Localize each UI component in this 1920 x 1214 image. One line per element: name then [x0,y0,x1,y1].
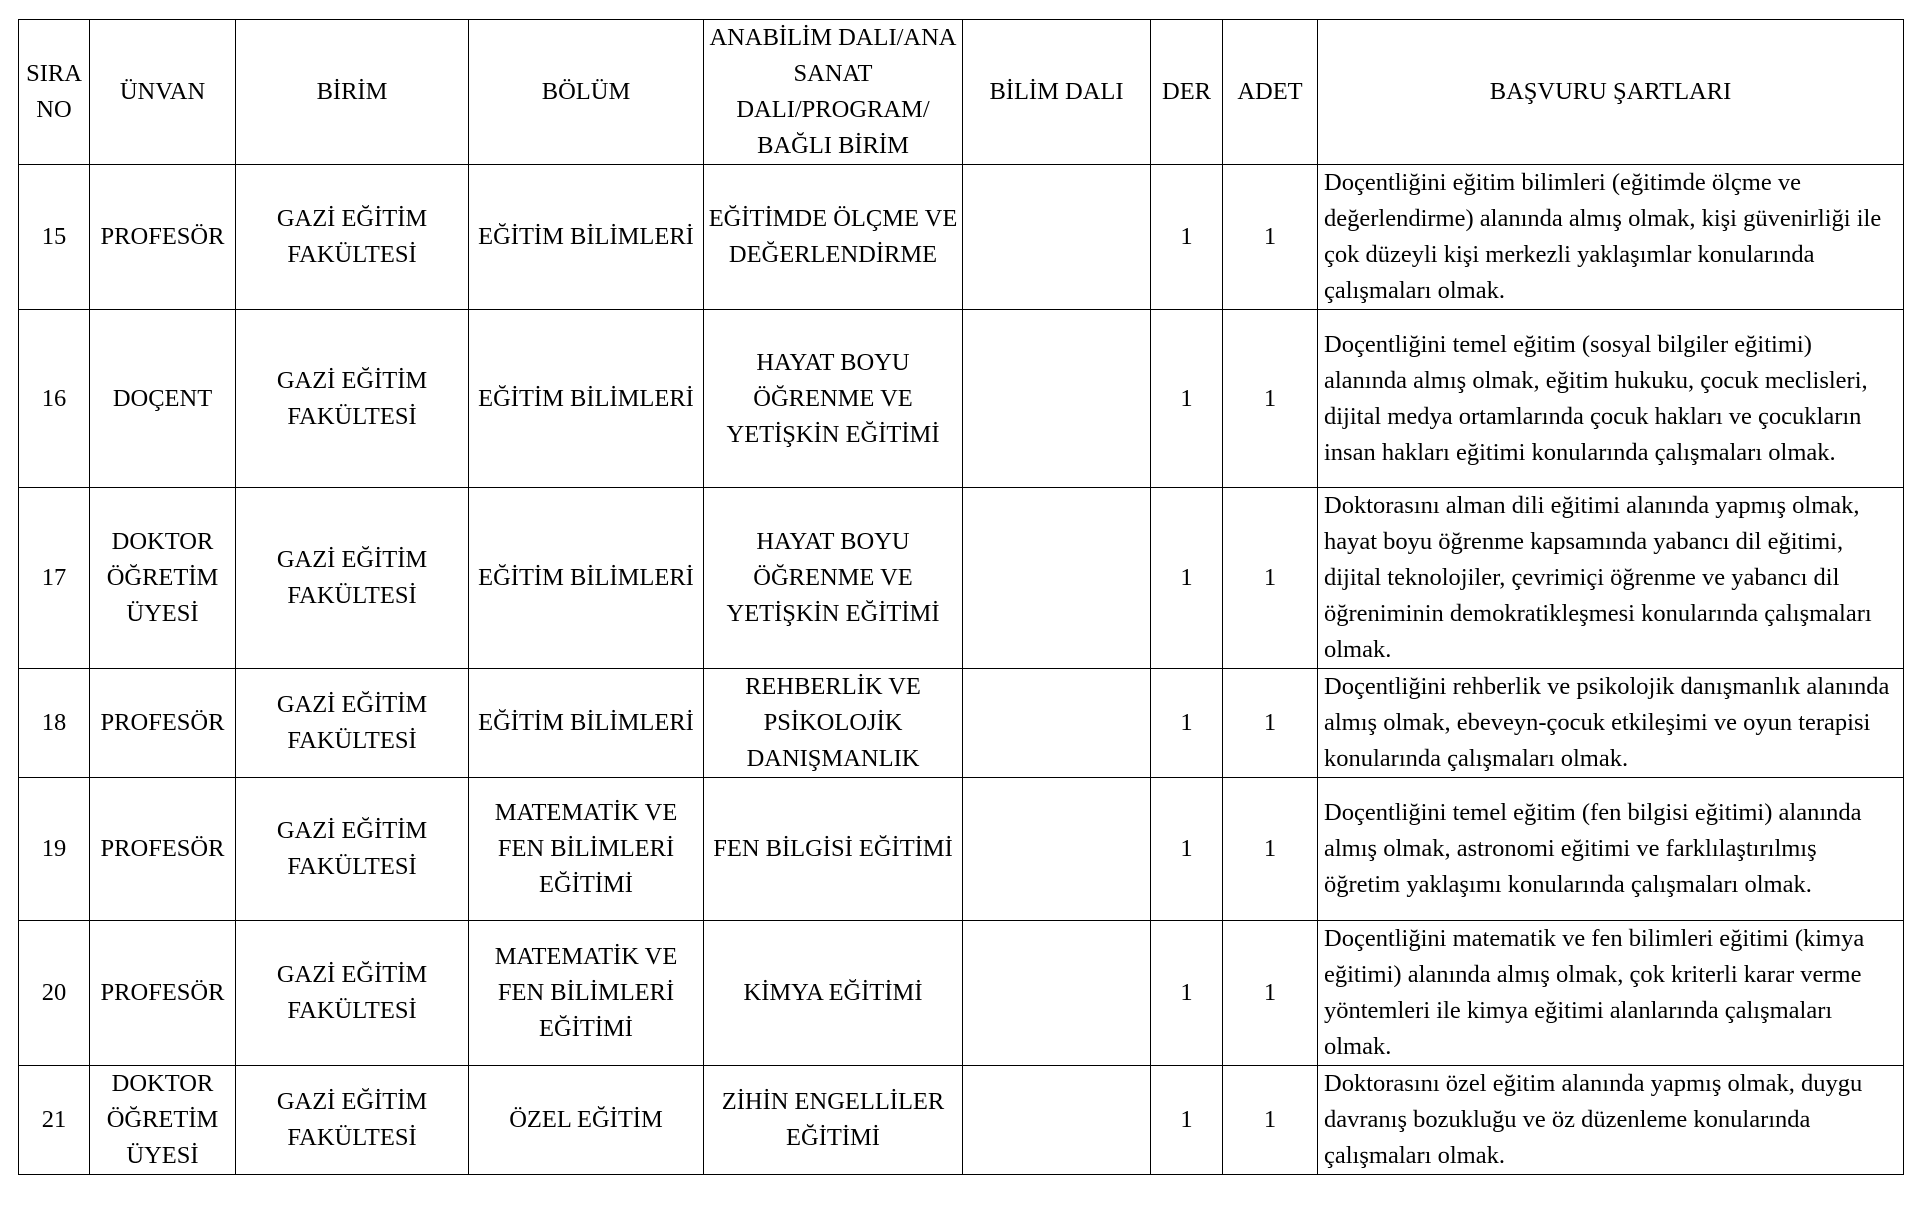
cell-der: 1 [1151,669,1223,778]
cell-anabilim: REHBERLİK VE PSİKOLOJİK DANIŞMANLIK [704,669,963,778]
cell-unvan: PROFESÖR [90,921,236,1066]
cell-adet: 1 [1223,165,1318,310]
cell-bilim-dali [963,1066,1151,1175]
table-row [19,1066,1904,1175]
header-anabilim: ANABİLİM DALI/ANA SANAT DALI/PROGRAM/ BAĞLI BİRİM [704,20,963,165]
cell-adet: 1 [1223,778,1318,921]
header-bolum: BÖLÜM [469,20,704,165]
cell-bolum: EĞİTİM BİLİMLERİ [469,669,704,778]
cell-unvan: DOKTOR ÖĞRETİM ÜYESİ [90,1066,236,1175]
cell-basvuru: Doçentliğini eğitim bilimleri (eğitimde ölçme ve değerlendirme) alanında almış olmak, kişi güvenirliği ile çok düzeyli kişi merkezli yaklaşımlar konularında çalışmaları olmak. [1318,165,1904,310]
header-unvan: ÜNVAN [90,20,236,165]
cell-anabilim: HAYAT BOYU ÖĞRENME VE YETİŞKİN EĞİTİMİ [704,488,963,669]
cell-birim: GAZİ EĞİTİM FAKÜLTESİ [236,488,469,669]
cell-bolum: ÖZEL EĞİTİM [469,1066,704,1175]
cell-sira-no: 17 [19,488,90,669]
cell-sira-no: 18 [19,669,90,778]
table-row [19,778,1904,921]
cell-unvan: DOÇENT [90,310,236,488]
cell-adet: 1 [1223,1066,1318,1175]
cell-anabilim: HAYAT BOYU ÖĞRENME VE YETİŞKİN EĞİTİMİ [704,310,963,488]
header-adet: ADET [1223,20,1318,165]
cell-anabilim: EĞİTİMDE ÖLÇME VE DEĞERLENDİRME [704,165,963,310]
cell-sira-no: 15 [19,165,90,310]
table-row [19,488,1904,669]
header-birim: BİRİM [236,20,469,165]
header-bilim-dali: BİLİM DALI [963,20,1151,165]
cell-sira-no: 19 [19,778,90,921]
table-row [19,921,1904,1066]
cell-sira-no: 16 [19,310,90,488]
cell-bilim-dali [963,669,1151,778]
cell-anabilim: ZİHİN ENGELLİLER EĞİTİMİ [704,1066,963,1175]
cell-bolum: EĞİTİM BİLİMLERİ [469,488,704,669]
cell-basvuru: Doçentliğini rehberlik ve psikolojik danışmanlık alanında almış olmak, ebeveyn-çocuk etkileşimi ve oyun terapisi konularında çalışmaları olmak. [1318,669,1904,778]
cell-basvuru: Doçentliğini temel eğitim (sosyal bilgiler eğitimi) alanında almış olmak, eğitim hukuku, çocuk meclisleri, dijital medya ortamlarında çocuk hakları ve çocukların insan hakları eğitimi konularında çalışmaları olmak. [1318,310,1904,488]
header-row [19,20,1904,165]
cell-adet: 1 [1223,669,1318,778]
cell-der: 1 [1151,778,1223,921]
cell-bolum: MATEMATİK VE FEN BİLİMLERİ EĞİTİMİ [469,778,704,921]
positions-table [18,19,1904,1175]
cell-bilim-dali [963,921,1151,1066]
cell-der: 1 [1151,1066,1223,1175]
cell-bolum: EĞİTİM BİLİMLERİ [469,165,704,310]
cell-birim: GAZİ EĞİTİM FAKÜLTESİ [236,669,469,778]
cell-birim: GAZİ EĞİTİM FAKÜLTESİ [236,778,469,921]
cell-bilim-dali [963,778,1151,921]
cell-sira-no: 21 [19,1066,90,1175]
cell-bilim-dali [963,488,1151,669]
header-basvuru: BAŞVURU ŞARTLARI [1318,20,1904,165]
cell-basvuru: Doçentliğini matematik ve fen bilimleri eğitimi (kimya eğitimi) alanında almış olmak, çok kriterli karar verme yöntemleri ile kimya eğitimi alanlarında çalışmaları olmak. [1318,921,1904,1066]
cell-unvan: PROFESÖR [90,669,236,778]
cell-birim: GAZİ EĞİTİM FAKÜLTESİ [236,165,469,310]
table-row [19,165,1904,310]
cell-birim: GAZİ EĞİTİM FAKÜLTESİ [236,1066,469,1175]
cell-sira-no: 20 [19,921,90,1066]
cell-bilim-dali [963,310,1151,488]
cell-birim: GAZİ EĞİTİM FAKÜLTESİ [236,921,469,1066]
cell-unvan: PROFESÖR [90,165,236,310]
cell-adet: 1 [1223,921,1318,1066]
header-sira-no: SIRA NO [19,20,90,165]
cell-basvuru: Doktorasını alman dili eğitimi alanında yapmış olmak, hayat boyu öğrenme kapsamında yabancı dil eğitimi, dijital teknolojiler, çevrimiçi öğrenme ve yabancı dil öğreniminin demokratikleşmesi konularında çalışmaları olmak. [1318,488,1904,669]
cell-bolum: EĞİTİM BİLİMLERİ [469,310,704,488]
cell-adet: 1 [1223,488,1318,669]
cell-basvuru: Doktorasını özel eğitim alanında yapmış olmak, duygu davranış bozukluğu ve öz düzenleme konularında çalışmaları olmak. [1318,1066,1904,1175]
cell-unvan: DOKTOR ÖĞRETİM ÜYESİ [90,488,236,669]
cell-adet: 1 [1223,310,1318,488]
table-row [19,310,1904,488]
cell-birim: GAZİ EĞİTİM FAKÜLTESİ [236,310,469,488]
cell-unvan: PROFESÖR [90,778,236,921]
cell-anabilim: FEN BİLGİSİ EĞİTİMİ [704,778,963,921]
cell-der: 1 [1151,921,1223,1066]
table-row [19,669,1904,778]
cell-basvuru: Doçentliğini temel eğitim (fen bilgisi eğitimi) alanında almış olmak, astronomi eğitimi ve farklılaştırılmış öğretim yaklaşımı konularında çalışmaları olmak. [1318,778,1904,921]
cell-bolum: MATEMATİK VE FEN BİLİMLERİ EĞİTİMİ [469,921,704,1066]
header-der: DER [1151,20,1223,165]
cell-anabilim: KİMYA EĞİTİMİ [704,921,963,1066]
cell-der: 1 [1151,165,1223,310]
cell-bilim-dali [963,165,1151,310]
cell-der: 1 [1151,488,1223,669]
cell-der: 1 [1151,310,1223,488]
